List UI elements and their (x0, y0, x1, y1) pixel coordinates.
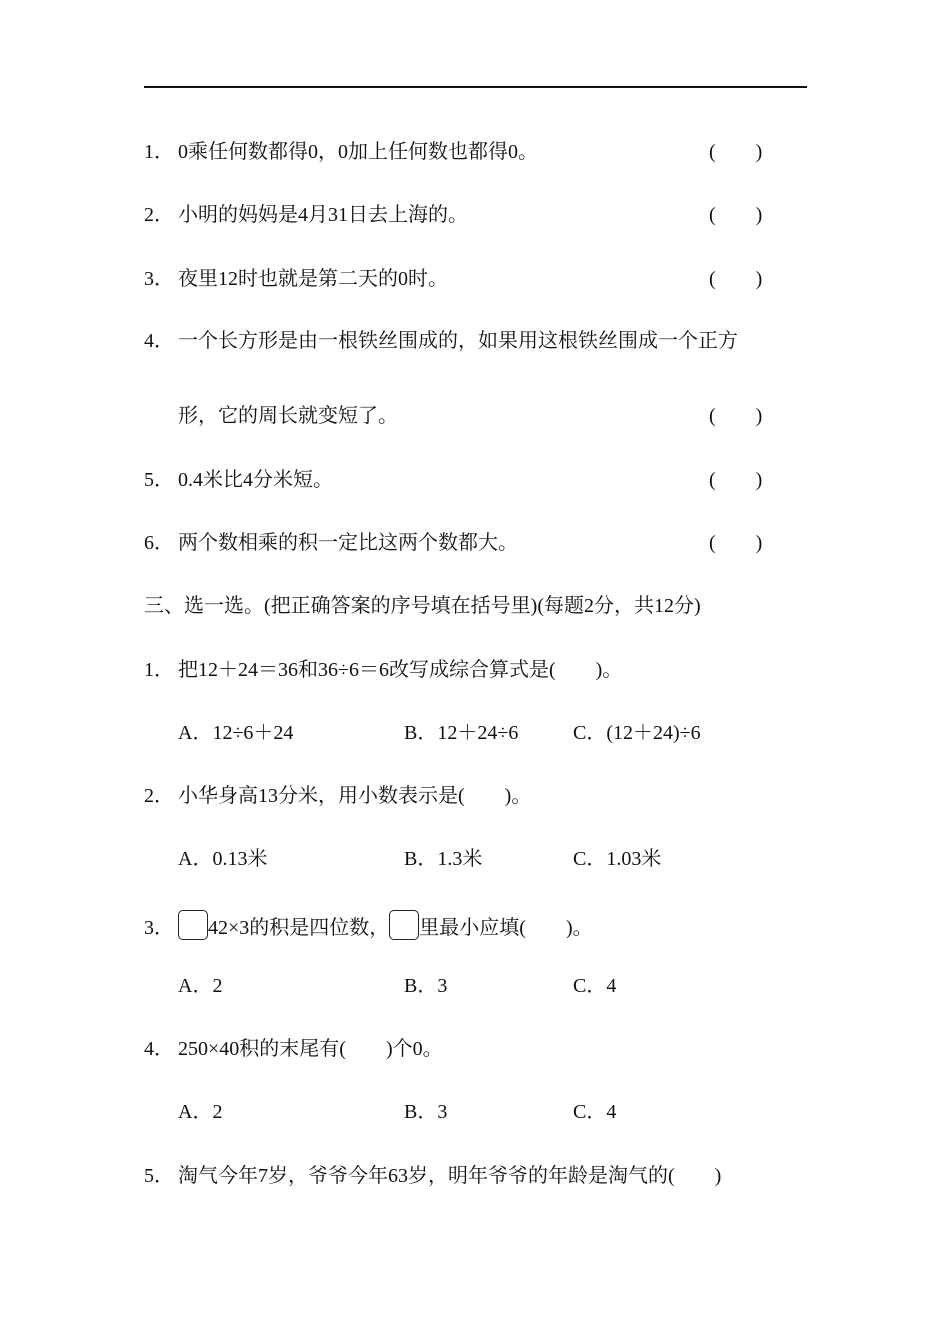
option-b[interactable]: B．3 (404, 975, 448, 997)
question-number: 6． (144, 532, 174, 554)
top-rule (144, 86, 807, 88)
question-text: 小明的妈妈是4月31日去上海的。 (178, 204, 468, 226)
option-a[interactable]: A．12÷6＋24 (178, 722, 294, 744)
judge-item-4-continued (178, 404, 398, 428)
question-text: 形，它的周长就变短了。 (178, 405, 398, 427)
question-text: 0乘任何数都得0，0加上任何数也都得0。 (178, 141, 538, 163)
question-text: 里最小应填( )。 (419, 917, 593, 939)
question-number: 5． (144, 469, 174, 491)
question-number: 3． (144, 268, 174, 290)
answer-paren[interactable]: ( ) (709, 268, 763, 290)
judge-item-1 (144, 140, 538, 164)
option-c[interactable]: C．(12＋24)÷6 (573, 722, 701, 744)
question-text: 把12＋24＝36和36÷6＝6改写成综合算式是( )。 (178, 659, 623, 681)
option-b[interactable]: B．1.3米 (404, 848, 483, 870)
option-c[interactable]: C．4 (573, 1101, 617, 1123)
option-b[interactable]: B．12＋24÷6 (404, 722, 519, 744)
choice-item-5 (144, 1164, 721, 1188)
judge-item-4 (144, 329, 738, 353)
answer-paren[interactable]: ( ) (709, 532, 763, 554)
question-number: 5． (144, 1165, 174, 1187)
blank-box-icon (389, 910, 419, 940)
question-number: 2． (144, 785, 174, 807)
answer-paren[interactable]: ( ) (709, 204, 763, 226)
section-heading: 三、选一选。(把正确答案的序号填在括号里)(每题2分，共12分) (144, 595, 701, 617)
answer-paren[interactable]: ( ) (709, 141, 763, 163)
choice-item-4 (144, 1037, 443, 1061)
blank-box-icon (178, 910, 208, 940)
choice-item-3 (144, 910, 593, 940)
question-text: 夜里12时也就是第二天的0时。 (178, 268, 448, 290)
judge-item-2 (144, 203, 468, 227)
question-text: 42×3的积是四位数， (208, 917, 390, 939)
question-text: 两个数相乘的积一定比这两个数都大。 (178, 532, 518, 554)
question-number: 3． (144, 917, 174, 939)
question-number: 1． (144, 659, 174, 681)
question-number: 4． (144, 1038, 174, 1060)
question-text: 250×40积的末尾有( )个0。 (178, 1038, 443, 1060)
question-number: 4． (144, 330, 174, 352)
option-c[interactable]: C．4 (573, 975, 617, 997)
question-text: 淘气今年7岁，爷爷今年63岁，明年爷爷的年龄是淘气的( ) (178, 1165, 722, 1187)
option-a[interactable]: A．2 (178, 975, 223, 997)
option-b[interactable]: B．3 (404, 1101, 448, 1123)
question-text: 0.4米比4分米短。 (178, 469, 333, 491)
question-text: 小华身高13分米，用小数表示是( )。 (178, 785, 532, 807)
option-c[interactable]: C．1.03米 (573, 848, 662, 870)
question-number: 2． (144, 204, 174, 226)
question-number: 1． (144, 141, 174, 163)
question-text: 一个长方形是由一根铁丝围成的，如果用这根铁丝围成一个正方 (178, 330, 738, 352)
answer-paren[interactable]: ( ) (709, 405, 763, 427)
option-a[interactable]: A．2 (178, 1101, 223, 1123)
option-a[interactable]: A．0.13米 (178, 848, 268, 870)
choice-item-1 (144, 658, 622, 682)
judge-item-5 (144, 468, 333, 492)
judge-item-3 (144, 267, 448, 291)
choice-item-2 (144, 784, 531, 808)
answer-paren[interactable]: ( ) (709, 469, 763, 491)
judge-item-6 (144, 531, 518, 555)
